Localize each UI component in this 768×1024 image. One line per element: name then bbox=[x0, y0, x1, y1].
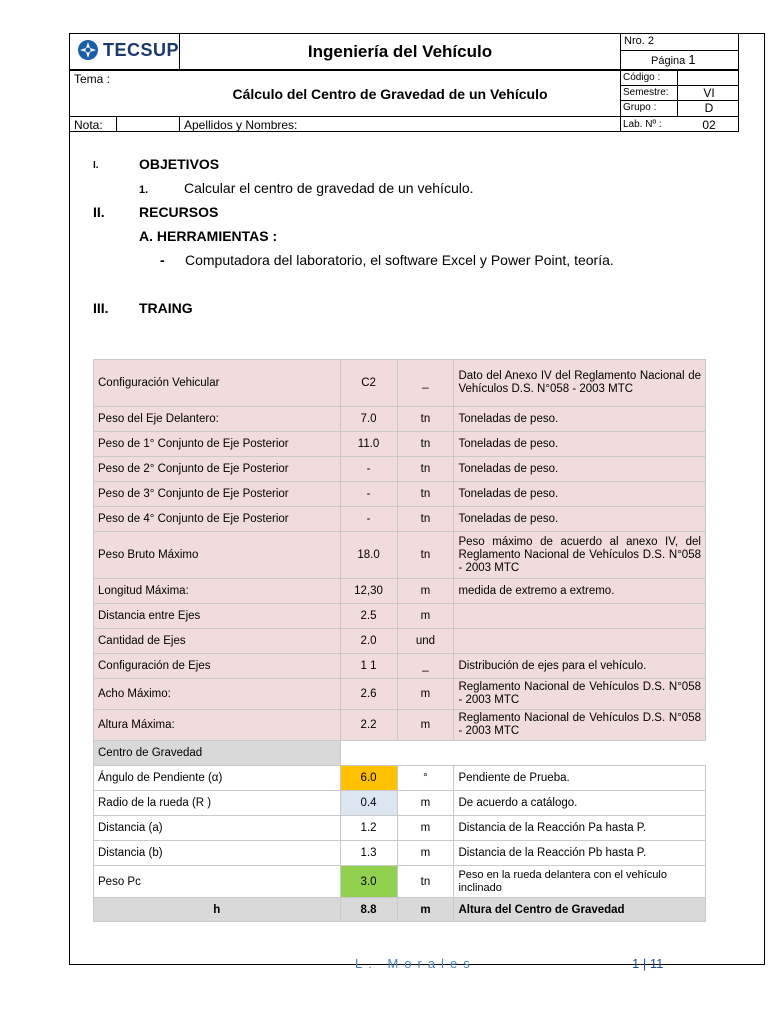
table-row bbox=[94, 507, 706, 532]
weight-pc-value: 3.0 bbox=[340, 866, 397, 898]
table-row bbox=[94, 629, 706, 654]
footer-page-number: 1 | 11 bbox=[632, 956, 664, 971]
tecsup-logo-icon bbox=[76, 38, 100, 62]
table-row bbox=[94, 532, 706, 579]
table-row bbox=[94, 816, 706, 841]
row-label: Peso Bruto Máximo bbox=[94, 532, 341, 579]
cg-unit: m bbox=[397, 791, 454, 816]
table-row bbox=[94, 710, 706, 741]
row-unit: m bbox=[397, 579, 454, 604]
row-description: Toneladas de peso. bbox=[454, 407, 706, 432]
row-unit: und bbox=[397, 629, 454, 654]
pagina-value: 1 bbox=[688, 52, 696, 67]
row-label: Peso de 3° Conjunto de Eje Posterior bbox=[94, 482, 341, 507]
cg-unit: m bbox=[397, 841, 454, 866]
cg-label: Ángulo de Pendiente (α) bbox=[94, 766, 341, 791]
row-description: Reglamento Nacional de Vehículos D.S. N°058 - 2003 MTC bbox=[454, 710, 706, 741]
row-value: C2 bbox=[340, 360, 397, 407]
row-description bbox=[454, 604, 706, 629]
row-label: Peso del Eje Delantero: bbox=[94, 407, 341, 432]
row-value: 2.2 bbox=[340, 710, 397, 741]
table-row bbox=[94, 407, 706, 432]
row-label: Configuración de Ejes bbox=[94, 654, 341, 679]
row-description bbox=[454, 629, 706, 654]
table-row bbox=[94, 360, 706, 407]
grupo-value: D bbox=[704, 101, 714, 115]
result-unit: m bbox=[397, 898, 454, 922]
semestre-label: Semestre: bbox=[623, 87, 669, 98]
row-label: Altura Máxima: bbox=[94, 710, 341, 741]
cg-unit: ° bbox=[397, 766, 454, 791]
result-description: Altura del Centro de Gravedad bbox=[454, 898, 706, 922]
vehicle-data-table bbox=[93, 359, 706, 922]
result-value: 8.8 bbox=[340, 898, 397, 922]
header-top bbox=[69, 33, 739, 70]
table-row bbox=[94, 432, 706, 457]
section-1-number: I. bbox=[93, 160, 99, 171]
row-value: 2.5 bbox=[340, 604, 397, 629]
table-row bbox=[94, 766, 706, 791]
pagina-label: Página bbox=[651, 55, 686, 67]
cg-label: Distancia (a) bbox=[94, 816, 341, 841]
row-value: - bbox=[340, 507, 397, 532]
section-3-number: III. bbox=[93, 300, 109, 316]
section-2-title: RECURSOS bbox=[139, 204, 219, 220]
row-value: - bbox=[340, 457, 397, 482]
lab-value: 02 bbox=[702, 118, 716, 132]
slope-angle-value: 6.0 bbox=[340, 766, 397, 791]
table-row bbox=[94, 579, 706, 604]
tema-label: Tema : bbox=[74, 72, 111, 86]
cg-description: Distancia de la Reacción Pb hasta P. bbox=[454, 841, 706, 866]
row-description: Peso máximo de acuerdo al anexo IV, del Reglamento Nacional de Vehículos D.S. N°058 - 2003 MTC bbox=[454, 532, 706, 579]
row-unit: _ bbox=[397, 654, 454, 679]
header-info bbox=[69, 70, 739, 132]
nro-label: Nro. 2 bbox=[621, 34, 738, 51]
table-row bbox=[94, 482, 706, 507]
objective-number: 1. bbox=[139, 184, 149, 196]
objective-item: Calcular el centro de gravedad de un vehículo. bbox=[184, 180, 474, 196]
row-value: 18.0 bbox=[340, 532, 397, 579]
row-label: Cantidad de Ejes bbox=[94, 629, 341, 654]
tecsup-logo bbox=[76, 38, 179, 62]
row-unit: _ bbox=[397, 360, 454, 407]
row-unit: tn bbox=[397, 457, 454, 482]
cg-header: Centro de Gravedad bbox=[94, 741, 341, 766]
row-label: Peso de 2° Conjunto de Eje Posterior bbox=[94, 457, 341, 482]
apellidos-label: Apellidos y Nombres: bbox=[184, 118, 298, 132]
cg-value: 1.2 bbox=[340, 816, 397, 841]
row-label: Longitud Máxima: bbox=[94, 579, 341, 604]
row-unit: m bbox=[397, 710, 454, 741]
row-description: Dato del Anexo IV del Reglamento Nacional de Vehículos D.S. N°058 - 2003 MTC bbox=[454, 360, 706, 407]
cg-description: Distancia de la Reacción Pa hasta P. bbox=[454, 816, 706, 841]
grupo-label: Grupo : bbox=[623, 102, 657, 113]
row-label: Distancia entre Ejes bbox=[94, 604, 341, 629]
row-value: - bbox=[340, 482, 397, 507]
table-row bbox=[94, 457, 706, 482]
row-description: Reglamento Nacional de Vehículos D.S. N°058 - 2003 MTC bbox=[454, 679, 706, 710]
tools-bullet: - bbox=[160, 252, 165, 268]
row-value: 7.0 bbox=[340, 407, 397, 432]
table-row bbox=[94, 841, 706, 866]
row-label: Peso de 4° Conjunto de Eje Posterior bbox=[94, 507, 341, 532]
row-unit: m bbox=[397, 679, 454, 710]
footer-author: L. Morales bbox=[355, 956, 476, 971]
cg-description: Peso en la rueda delantera con el vehículo inclinado bbox=[454, 866, 706, 898]
row-unit: tn bbox=[397, 407, 454, 432]
row-description: Toneladas de peso. bbox=[454, 457, 706, 482]
nota-label: Nota: bbox=[74, 118, 103, 132]
row-description: Toneladas de peso. bbox=[454, 432, 706, 457]
row-unit: tn bbox=[397, 507, 454, 532]
tools-subheading: A. HERRAMIENTAS : bbox=[139, 228, 278, 244]
row-value: 11.0 bbox=[340, 432, 397, 457]
wheel-radius-value: 0.4 bbox=[340, 791, 397, 816]
section-2-number: II. bbox=[93, 204, 105, 220]
row-label: Configuración Vehicular bbox=[94, 360, 341, 407]
table-row bbox=[94, 791, 706, 816]
row-description: Toneladas de peso. bbox=[454, 482, 706, 507]
codigo-label: Código : bbox=[623, 72, 661, 83]
row-description: Toneladas de peso. bbox=[454, 507, 706, 532]
cg-description: De acuerdo a catálogo. bbox=[454, 791, 706, 816]
cg-label: Peso Pc bbox=[94, 866, 341, 898]
section-3-title: TRAING bbox=[139, 300, 193, 316]
table-row bbox=[94, 604, 706, 629]
table-row bbox=[94, 866, 706, 898]
result-label: h bbox=[94, 898, 341, 922]
lab-label: Lab. Nº : bbox=[623, 119, 662, 130]
row-label: Acho Máximo: bbox=[94, 679, 341, 710]
table-row bbox=[94, 654, 706, 679]
row-description: Distribución de ejes para el vehículo. bbox=[454, 654, 706, 679]
row-unit: tn bbox=[397, 432, 454, 457]
table-row bbox=[94, 679, 706, 710]
row-value: 2.6 bbox=[340, 679, 397, 710]
row-value: 12,30 bbox=[340, 579, 397, 604]
row-description: medida de extremo a extremo. bbox=[454, 579, 706, 604]
row-unit: tn bbox=[397, 482, 454, 507]
pagina-cell bbox=[621, 51, 738, 69]
row-value: 2.0 bbox=[340, 629, 397, 654]
tools-item: Computadora del laboratorio, el software Excel y Power Point, teoría. bbox=[185, 252, 614, 268]
row-value: 1 1 bbox=[340, 654, 397, 679]
cg-value: 1.3 bbox=[340, 841, 397, 866]
cg-label: Radio de la rueda (R ) bbox=[94, 791, 341, 816]
section-1-title: OBJETIVOS bbox=[139, 156, 220, 172]
row-unit: tn bbox=[397, 532, 454, 579]
logo-text: TECSUP bbox=[103, 39, 180, 60]
cg-description: Pendiente de Prueba. bbox=[454, 766, 706, 791]
semestre-value: VI bbox=[703, 86, 715, 100]
result-row bbox=[94, 898, 706, 922]
row-unit: m bbox=[397, 604, 454, 629]
cg-header-row bbox=[94, 741, 706, 766]
row-label: Peso de 1° Conjunto de Eje Posterior bbox=[94, 432, 341, 457]
document-title: Cálculo del Centro de Gravedad de un Vehículo bbox=[232, 86, 548, 102]
cg-unit: m bbox=[397, 816, 454, 841]
course-title: Ingeniería del Vehículo bbox=[307, 41, 493, 61]
cg-unit: tn bbox=[397, 866, 454, 898]
cg-label: Distancia (b) bbox=[94, 841, 341, 866]
